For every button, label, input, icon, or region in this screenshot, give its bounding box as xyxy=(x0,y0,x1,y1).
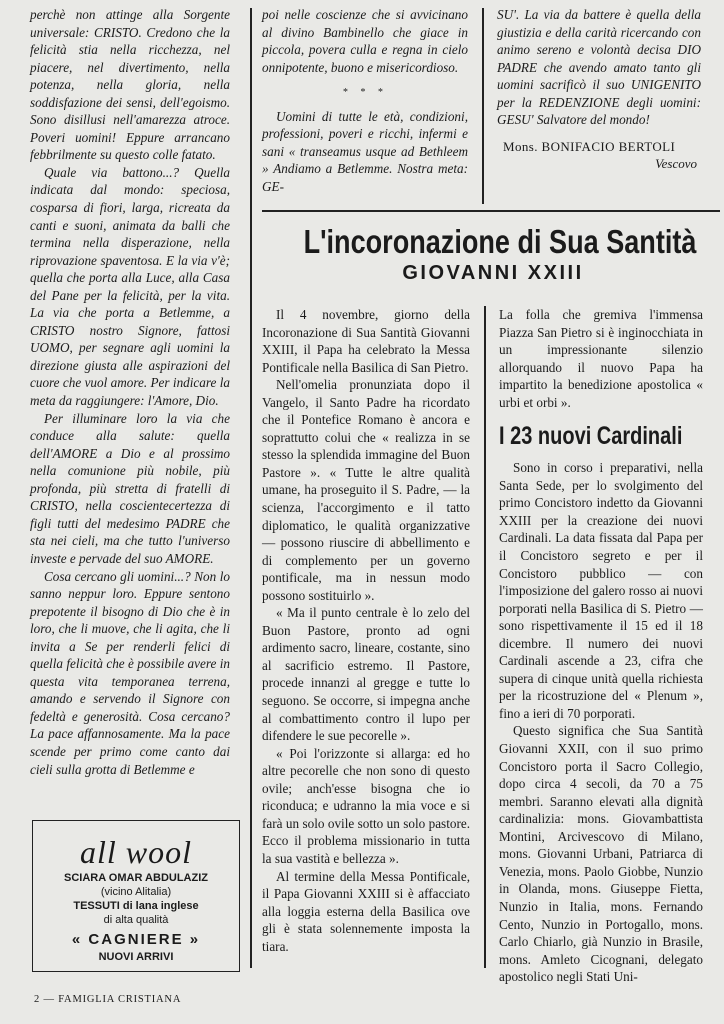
headline-rule xyxy=(262,210,720,212)
editorial-paragraph: perchè non attinge alla Sorgente universale: CRISTO. Credono che la felicità stia nella ricchezza, nel piacere, nel divertimento, nella potenza, nella gloria, nella soddisfazione dei sensi, dell'egoismo. Sono disillusi nell'amarezza atroce. Poveri uomini! Eppure arrancano febbrilmente su questo colle fatato. xyxy=(30,7,230,163)
article-paragraph: La folla che gremiva l'immensa Piazza San Pietro si è inginocchiata in un impressionante silenzio allorquando il nuovo Papa ha impartito la benedizione apostolica « urbi et orbi ». xyxy=(499,307,703,410)
article-headline xyxy=(262,223,724,285)
article-column-2 xyxy=(499,306,703,986)
article-column-1 xyxy=(262,306,470,955)
column-divider xyxy=(250,8,252,968)
article-paragraph: Sono in corso i preparativi, nella Santa Sede, per lo svolgimento del primo Concistoro indetto da Giovanni XXIII per la creazione dei nuovi Cardinali. La data fissata dal Papa per il Concistoro segreto e per il Concistoro pubblico — con l'imposizione del galero rosso ai nuovi porporati nella Basilica di S. Pietro — sono rispettivamente il 15 ed il 18 dicembre. Il numero dei nuovi Cardinali ascende a 23, cifra che supera di cinque unità quella richiesta per la ricostruzione del « Plenum », fino a ieri di 70 porporati. xyxy=(499,460,703,721)
signature-block xyxy=(497,138,701,172)
ad-line: (vicino Alitalia) xyxy=(100,886,172,898)
headline-subtitle: GIOVANNI XXIII xyxy=(402,262,584,284)
signature-name: Mons. BONIFACIO BERTOLI xyxy=(503,138,676,154)
editorial-paragraph: Per illuminare loro la via che conduce alla salute: quella dell'AMORE a Dio e al prossimo nella comunione più nobile, più profonda, più stretta di fratelli di CRISTO, nella coscientecertezza di figli tutti del medesimo PADRE che sta nei cieli, ma che tutto l'universo investe e pervade del suo AMORE. xyxy=(30,410,230,566)
ad-line: NUOVI ARRIVI xyxy=(98,951,174,963)
editorial-paragraph: SU'. La via da battere è quella della giustizia e della carità ricercando con animo sereno e volontà decisa DIO PADRE che avendo amato tanto gli uomini sacrificò il suo UNIGENITO per la REDENZIONE degli uomini: GESU' Salvatore del mondo! xyxy=(497,7,701,128)
ad-line: SCIARA OMAR ABDULAZIZ xyxy=(63,872,208,884)
editorial-column-3 xyxy=(497,6,701,172)
signature-role: Vescovo xyxy=(655,155,697,171)
headline-title: L'incoronazione di Sua Santità xyxy=(303,223,697,260)
article-paragraph: Il 4 novembre, giorno della Incoronazione di Sua Santità Giovanni XXIII, il Papa ha celebrato la Messa Pontificale nella Basilica di San Pietro. xyxy=(262,307,470,375)
section-subheading: I 23 nuovi Cardinali xyxy=(499,422,683,451)
column-divider xyxy=(484,306,486,968)
editorial-column-2 xyxy=(262,6,468,195)
section-separator: * * * xyxy=(342,87,388,99)
editorial-paragraph: Quale via battono...? Quella indicata dal mondo: speciosa, cosparsa di fiori, larga, ricreata da canti e suoni, animata da balli che termina nella disperazione, nella riprovazione spaventosa. E la via v'è; quella che porta alla Luce, alla Casa del Pane per la felicità, per la vita. La via che porta a Betlemme, a CRISTO nostro Signore, fattosi UOMO, per segnare agli uomini la direzione giusta alle aspirazioni del cuore che vuol amore. Per indicare la meta da raggiungere: l'Amore, Dio. xyxy=(30,164,230,409)
ad-line: di alta qualità xyxy=(103,914,169,926)
ad-name: « CAGNIERE » xyxy=(71,931,201,948)
ad-brand-logo: all wool xyxy=(79,834,192,870)
article-paragraph: Al termine della Messa Pontificale, il Papa Giovanni XXIII si è affacciato alla loggia esterna della Basilica ove gli è stata solennemente imposta la tiara. xyxy=(262,868,470,954)
page-footer: 2 — FAMIGLIA CRISTIANA xyxy=(34,994,182,1005)
editorial-paragraph: Uomini di tutte le età, condizioni, professioni, poveri e ricchi, infermi e sani « transeamus usque ad Bethleem » Andiamo a Betlemme. Nostra meta: GE- xyxy=(262,108,468,194)
editorial-column-1 xyxy=(30,6,230,778)
editorial-paragraph: Cosa cercano gli uomini...? Non lo sanno neppur loro. Eppure sentono prepotente il bisogno di Dio che è in loro, che li muove, che li agita, che li invita a Se per renderli felici di quella felicità che è possibile avere in questa vita temporanea terrena, amando e servendo il Signore con fedeltà e generosità. Cosa cercano? La pace affannosamente. Ma la pace scende per primo come canto dai cieli sulla grotta di Betlemme e xyxy=(30,568,230,777)
article-paragraph: « Poi l'orizzonte si allarga: ed ho altre pecorelle che non sono di questo ovile; anch'esse bisogna che io riconduca; e udranno la mia voce e si farà un solo ovile sotto un solo pastore. Ecco il problema missionario in tutta la sua vastità e bellezza ». xyxy=(262,745,470,866)
article-paragraph: Nell'omelia pronunziata dopo il Vangelo, il Santo Padre ha ricordato che il Pontefice Romano è ancora e soprattutto colui che « realizza in se stesso la splendida immagine del Buon Pastore ». « Tutte le altre qualità umane, ha proseguito il S. Padre, — la scienza, l'accorgimento e il tatto diplomatico, le qualità organizzative — possono riuscire di abbellimento e di complemento per un governo pontificale, ma in nessun modo possono sostituirlo ». xyxy=(262,377,470,603)
editorial-paragraph: poi nelle coscienze che si avvicinano al divino Bambinello che giace in piccola, povera culla e regna in cielo onnipotente, buono e misericordioso. xyxy=(262,7,468,75)
column-divider xyxy=(482,8,484,204)
article-paragraph: Questo significa che Sua Santità Giovanni XXII, con il suo primo Concistoro porta il Sacro Collegio, dopo circa 4 secoli, da 70 a 75 membri. Saranno elevati alla dignità cardinalizia: mons. Giovambattista Montini, Arcivescovo di Milano, mons. Giovanni Urbani, Patriarca di Venezia, mons. Paolo Giobbe, Nunzio in Olanda, mons. Giuseppe Fietta, Nunzio in Italia, mons. Fernando Cento, Nunzio in Portogallo, mons. Carlo Chiarlo, già Nunzio in Brasile, mons. Amleto Cicognani, delegato apostolico negli Stati Uni- xyxy=(499,723,703,985)
ad-line: TESSUTI di lana inglese xyxy=(73,900,199,912)
advertisement-box xyxy=(32,820,240,972)
article-paragraph: « Ma il punto centrale è lo zelo del Buon Pastore, pronto ad ogni ardimento sacro, lineare, costante, sino al sacrificio estremo. Il Pastore, procede innanzi al gregge e tutte lo seguono. Se occorre, si impegna anche al combattimento contro il lupo per difendere le sue pecorelle ». xyxy=(262,605,470,744)
